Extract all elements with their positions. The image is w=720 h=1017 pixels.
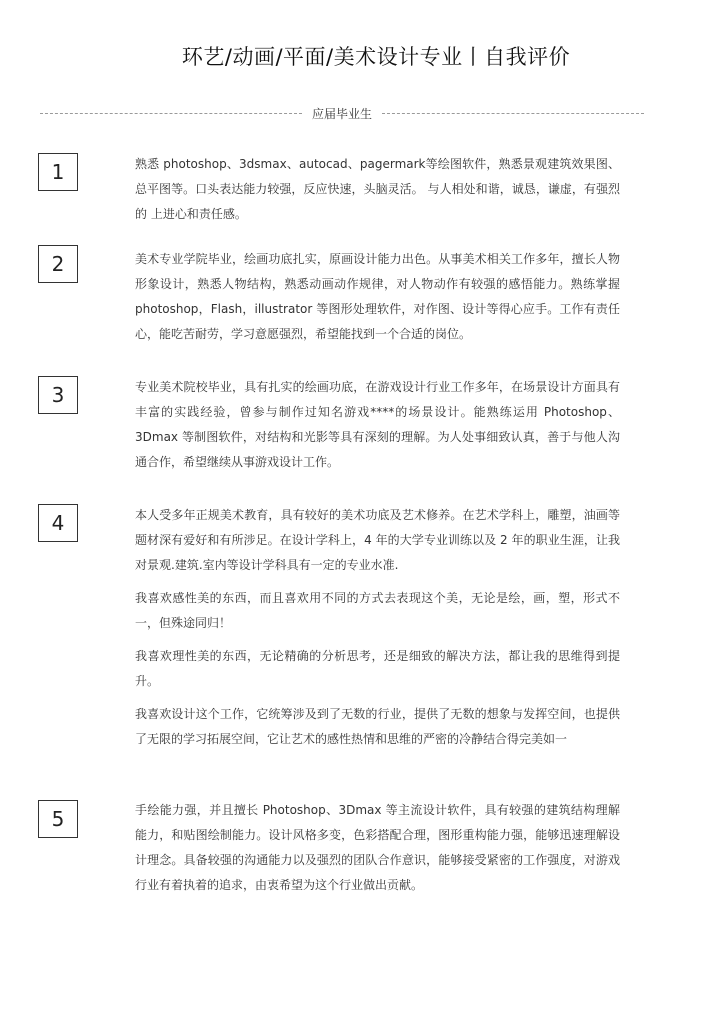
section-number-box: 2 bbox=[38, 245, 78, 283]
section-paragraph: 我喜欢感性美的东西，而且喜欢用不同的方式去表现这个美，无论是绘，画，塑，形式不一，但殊途同归！ bbox=[135, 591, 620, 630]
section-number-box: 4 bbox=[38, 504, 78, 542]
section-paragraph: 本人受多年正规美术教育，具有较好的美术功底及艺术修养。在艺术学科上，雕塑，油画等题材深有爱好和有所涉足。在设计学科上，4 年的大学专业训练以及 2 年的职业生涯，让我对景观.建筑.室内等设计学科具有一定的专业水准. bbox=[135, 508, 620, 572]
section-4-text bbox=[135, 503, 620, 760]
section-paragraph: 我喜欢设计这个工作，它统筹涉及到了无数的行业，提供了无数的想象与发挥空间，也提供了无限的学习拓展空间，它让艺术的感性热情和思维的严密的冷静结合得完美如一 bbox=[135, 707, 620, 746]
page-title: 环艺/动画/平面/美术设计专业丨自我评价 bbox=[181, 45, 571, 69]
section-paragraph: 熟悉 photoshop、3dsmax、autocad、pagermark等绘图软件，熟悉景观建筑效果图、总平图等。口头表达能力较强，反应快速，头脑灵活。 与人相处和谐，诚恳，谦虚，有强烈的 上进心和责任感。 bbox=[135, 157, 620, 221]
section-paragraph: 我喜欢理性美的东西，无论精确的分析思考，还是细致的解决方法，都让我的思维得到提升。 bbox=[135, 649, 620, 688]
dashed-divider-left bbox=[40, 113, 302, 114]
section-number-box: 5 bbox=[38, 800, 78, 838]
section-1-text bbox=[135, 152, 620, 235]
section-paragraph: 专业美术院校毕业，具有扎实的绘画功底，在游戏设计行业工作多年，在场景设计方面具有丰富的实践经验，曾参与制作过知名游戏****的场景设计。能熟练运用 Photoshop、3Dmax 等制图软件，对结构和光影等具有深刻的理解。为人处事细致认真，善于与他人沟通合作，希望继续从事游戏设计工作。 bbox=[135, 380, 620, 469]
section-paragraph: 美术专业学院毕业，绘画功底扎实，原画设计能力出色。从事美术相关工作多年，擅长人物形象设计，熟悉人物结构，熟悉动画动作规律，对人物动作有较强的感悟能力。熟练掌握 photoshop，Flash，illustrator 等图形处理软件，对作图、设计等得心应手。工作有责任心，能吃苦耐劳，学习意愿强烈，希望能找到一个合适的岗位。 bbox=[135, 252, 620, 341]
section-5-text bbox=[135, 798, 620, 906]
subtitle: 应届毕业生 bbox=[311, 107, 372, 121]
section-number-box: 1 bbox=[38, 153, 78, 191]
section-3-text bbox=[135, 375, 620, 483]
dashed-divider-right bbox=[382, 113, 644, 114]
section-2-text bbox=[135, 247, 620, 355]
subtitle-divider bbox=[40, 103, 644, 123]
section-number-box: 3 bbox=[38, 376, 78, 414]
section-paragraph: 手绘能力强，并且擅长 Photoshop、3Dmax 等主流设计软件，具有较强的建筑结构理解能力，和贴图绘制能力。设计风格多变，色彩搭配合理，图形重构能力强，能够迅速理解设计理念。具备较强的沟通能力以及强烈的团队合作意识，能够接受紧密的工作强度，对游戏行业有着执着的追求，由衷希望为这个行业做出贡献。 bbox=[135, 803, 620, 892]
